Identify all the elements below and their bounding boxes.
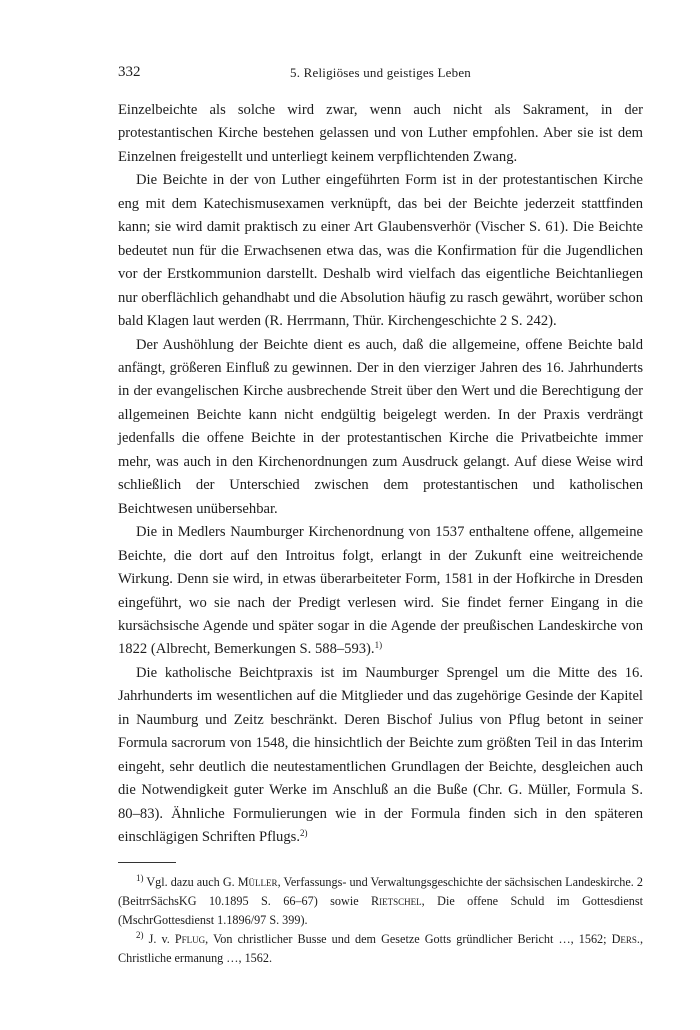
- footnote-author: Rietschel: [371, 894, 422, 908]
- footnote-ref[interactable]: 1): [374, 640, 383, 651]
- paragraph-text: Der Aushöhlung der Beichte dient es auch, daß die allgemeine, offene Beichte bald anfängt, größeren Einfluß zu gewinnen. Der in den vierziger Jahren des 16. Jahrhunderts in der evangelischen Kirche ausbrechende Streit über den Wert und die Berechtigung der allgemeinen Beichte kann nicht endgültig beigelegt werden. In der Praxis verdrängt jedenfalls die offene Beichte in der protestantischen Kirche die Privatbeichte immer mehr, was auch in den Kirchenordnungen zum Ausdruck gelangt. Auf diese Weise wird schließlich der Unterschied zwischen dem protestantischen und katholischen Beichtwesen unübersehbar.: [118, 336, 643, 517]
- footnote-text: , Verfassungs- und Verwaltungsgeschichte der sächsischen Landeskirche. 2 (BeitrrSächsKG 10.1895 S. 66–67) sowie: [118, 875, 643, 908]
- page-header: [118, 64, 643, 86]
- footnote-marker: 1): [136, 873, 144, 883]
- page-number: 332: [118, 64, 141, 80]
- running-title: 5. Religiöses und geistiges Leben: [290, 65, 471, 80]
- paragraph: [118, 334, 643, 522]
- paragraph: [118, 662, 643, 850]
- paragraph: [118, 99, 643, 169]
- paragraph: [118, 169, 643, 333]
- footnote-text: , Christliche ermanung …, 1562.: [118, 932, 644, 965]
- footnote-author: Pflug: [174, 932, 206, 946]
- paragraph-text: Die in Medlers Naumburger Kirchenordnung von 1537 enthaltene offene, allgemeine Beichte, die dort auf den Introitus folgt, erlangt in der Zukunft eine weitreichende Wirkung. Denn sie wird, in etwas überarbeiteter Form, 1581 in der Hofkirche in Dresden eingeführt, wo sie nach der Predigt verlesen wird. Sie findet ferner Eingang in die kursächsische Agende und später sogar in die Agende der preußischen Landeskirche von 1822 (Albrecht, Bemerkungen S. 588–593).: [118, 524, 643, 658]
- footnote-divider: [118, 862, 176, 863]
- footnote-author: Ders.: [611, 932, 640, 946]
- footnotes: [118, 873, 643, 968]
- footnote-text: , Die offene Schuld im Gottesdienst (MschrGottesdienst 1.1896/97 S. 399).: [118, 894, 643, 927]
- footnote-author: Müller: [237, 875, 278, 889]
- main-text: [118, 99, 643, 850]
- paragraph-text: Die katholische Beichtpraxis ist im Naumburger Sprengel um die Mitte des 16. Jahrhunderts im wesentlichen auf die Mitglieder und das zugehörige Gesinde der Kapitel in Naumburg und Zeitz beschränkt. Deren Bischof Julius von Pflug betont in seiner Formula sacrorum von 1548, die hinsichtlich der Beichte zum größten Teil in das Interim eingeht, sehr deutlich die neutestamentlichen Grundlagen der Beichte, desgleichen auch die Notwendigkeit guter Werke im Anschluß an die Buße (Chr. G. Müller, Formula S. 80–83). Ähnliche Formulierungen wie in der Formula finden sich in den späteren einschlägigen Schriften Pflugs.: [118, 664, 643, 846]
- paragraph-text: Einzelbeichte als solche wird zwar, wenn auch nicht als Sakrament, in der protestantischen Kirche bestehen gelassen und von Luther empfohlen. Aber sie ist dem Einzelnen freigestellt und unterliegt keinem verpflichtenden Zwang.: [118, 102, 643, 165]
- footnote: [118, 873, 643, 930]
- footnote-ref[interactable]: 2): [299, 828, 308, 839]
- footnote: [118, 930, 643, 968]
- footnote-marker: 2): [136, 930, 144, 940]
- paragraph-text: Die Beichte in der von Luther eingeführten Form ist in der protestantischen Kirche eng mit dem Katechismusexamen verknüpft, das bei der Beichte jederzeit stattfinden kann; sie wird damit praktisch zu einer Art Glaubensverhör (Vischer S. 61). Die Beichte bedeutet nun für die Erwachsenen etwa das, was die Konfirmation für die Jugendlichen vor der Erstkommunion darstellt. Deshalb wird vielfach das eigentliche Beichtanliegen nur oberflächlich gehandhabt und die Absolution häufig zu rasch gewährt, worüber schon bald Klagen laut werden (R. Herrmann, Thür. Kirchengeschichte 2 S. 242).: [118, 172, 643, 330]
- footnote-text: Vgl. dazu auch G.: [143, 875, 238, 889]
- footnote-text: , Von christlicher Busse und dem Gesetze Gotts gründlicher Bericht …, 1562;: [205, 932, 612, 946]
- paragraph: [118, 521, 643, 662]
- footnote-text: J. v.: [143, 932, 175, 946]
